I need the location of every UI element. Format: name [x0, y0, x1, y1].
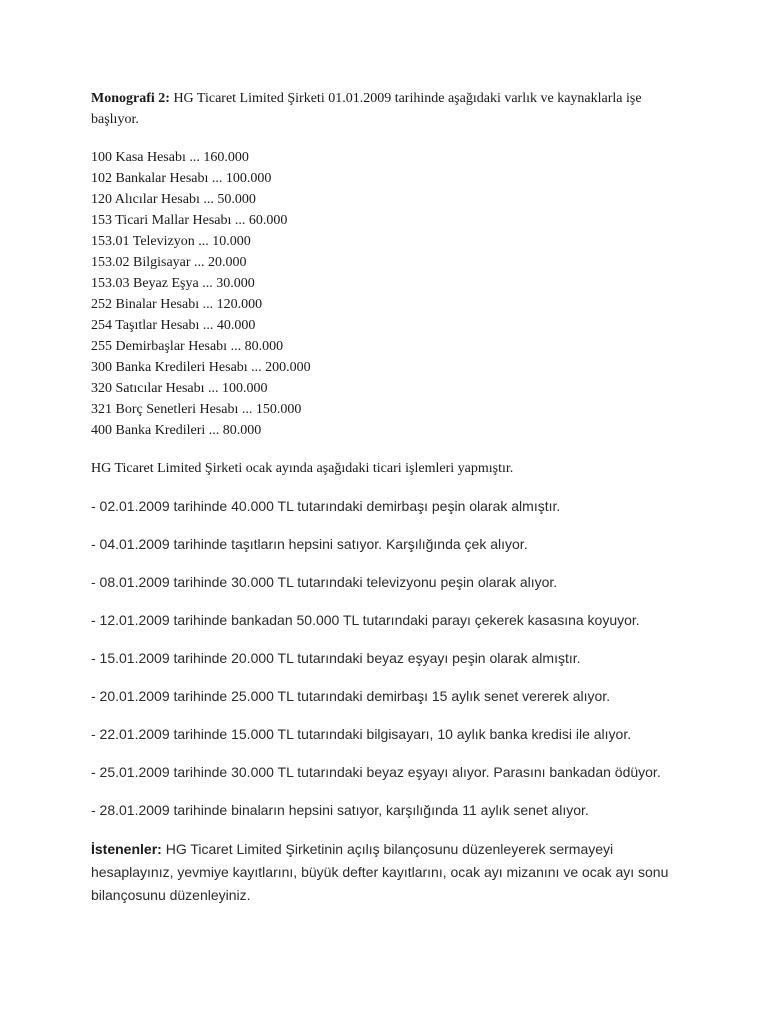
account-item: 300 Banka Kredileri Hesabı ... 200.000 [91, 360, 311, 375]
requirements-text: HG Ticaret Limited Şirketinin açılış bilançosunu düzenleyerek sermayeyi hesaplayınız, yevmiye kayıtlarını, büyük defter kayıtlarını, ocak ayı mizanını ve ocak ayı sonu bilançosunu düzenleyiniz. [91, 841, 669, 903]
intro-paragraph [91, 88, 691, 130]
transaction-list [91, 496, 691, 821]
intro-text: HG Ticaret Limited Şirketi 01.01.2009 tarihinde aşağıdaki varlık ve kaynaklarla işe başlıyor. [91, 91, 642, 127]
requirements-paragraph [91, 838, 691, 907]
transaction-item: - 22.01.2009 tarihinde 15.000 TL tutarındaki bilgisayarı, 10 aylık banka kredisi ile alıyor. [91, 726, 632, 742]
transaction-item: - 08.01.2009 tarihinde 30.000 TL tutarındaki televizyonu peşin olarak alıyor. [91, 574, 558, 590]
account-item: 400 Banka Kredileri ... 80.000 [91, 423, 262, 438]
account-item: 100 Kasa Hesabı ... 160.000 [91, 150, 249, 165]
account-item: 254 Taşıtlar Hesabı ... 40.000 [91, 318, 256, 333]
account-list [91, 147, 691, 441]
transaction-item: - 15.01.2009 tarihinde 20.000 TL tutarındaki beyaz eşyayı peşin olarak almıştır. [91, 650, 581, 666]
account-item: 153 Ticari Mallar Hesabı ... 60.000 [91, 213, 288, 228]
account-item: 120 Alıcılar Hesabı ... 50.000 [91, 192, 256, 207]
account-item: 252 Binalar Hesabı ... 120.000 [91, 297, 263, 312]
requirements-label: İstenenler: [91, 841, 162, 857]
transaction-item: - 25.01.2009 tarihinde 30.000 TL tutarındaki beyaz eşyayı alıyor. Parasını bankadan ödüyor. [91, 764, 661, 780]
transaction-item: - 20.01.2009 tarihinde 25.000 TL tutarındaki demirbaşı 15 aylık senet vererek alıyor. [91, 688, 611, 704]
transaction-item: - 04.01.2009 tarihinde taşıtların hepsini satıyor. Karşılığında çek alıyor. [91, 536, 528, 552]
account-item: 153.02 Bilgisayar ... 20.000 [91, 255, 247, 270]
account-item: 102 Bankalar Hesabı ... 100.000 [91, 171, 272, 186]
account-item: 153.03 Beyaz Eşya ... 30.000 [91, 276, 255, 291]
document-page [91, 88, 691, 907]
account-item: 320 Satıcılar Hesabı ... 100.000 [91, 381, 268, 396]
transactions-intro: HG Ticaret Limited Şirketi ocak ayında aşağıdaki ticari işlemleri yapmıştır. [91, 461, 514, 476]
account-item: 255 Demirbaşlar Hesabı ... 80.000 [91, 339, 284, 354]
transaction-item: - 12.01.2009 tarihinde bankadan 50.000 TL tutarındaki parayı çekerek kasasına koyuyor. [91, 612, 640, 628]
intro-label: Monografi 2: [91, 91, 170, 106]
transaction-item: - 28.01.2009 tarihinde binaların hepsini satıyor, karşılığında 11 aylık senet alıyor. [91, 802, 589, 818]
transaction-item: - 02.01.2009 tarihinde 40.000 TL tutarındaki demirbaşı peşin olarak almıştır. [91, 498, 561, 514]
account-item: 153.01 Televizyon ... 10.000 [91, 234, 251, 249]
account-item: 321 Borç Senetleri Hesabı ... 150.000 [91, 402, 302, 417]
